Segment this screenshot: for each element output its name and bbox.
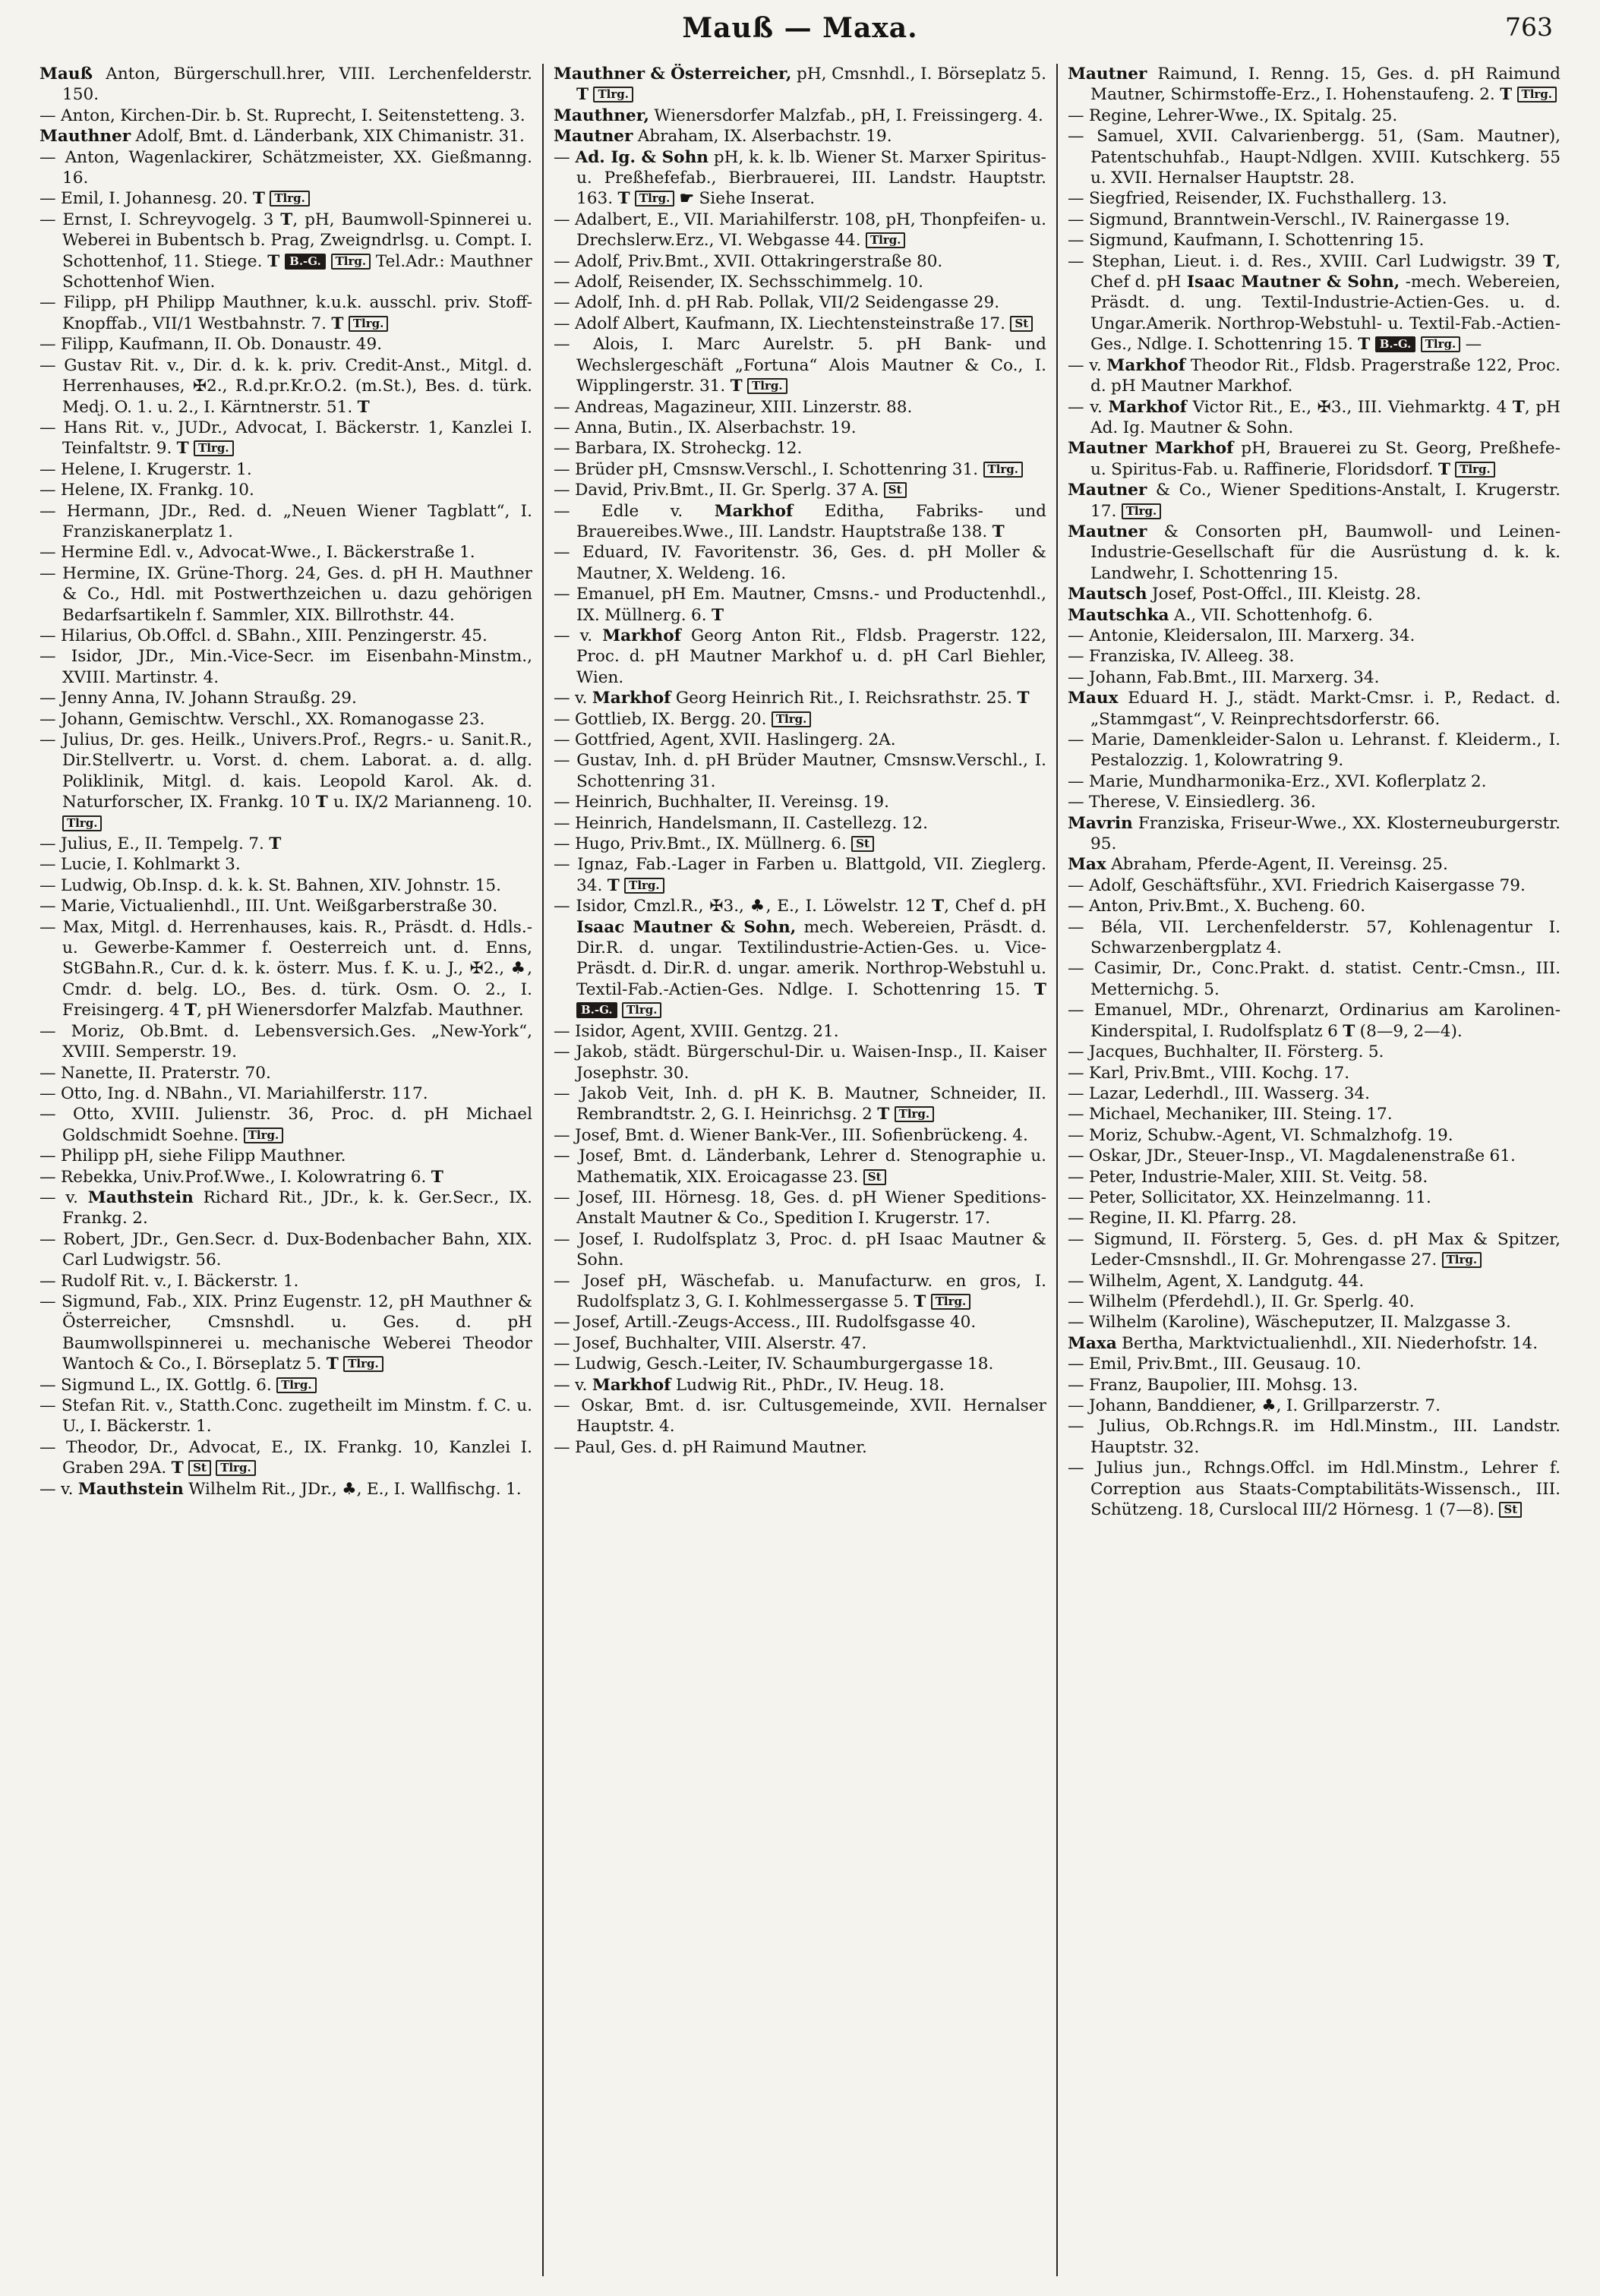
directory-entry: — Julius, Dr. ges. Heilk., Univers.Prof., Regrs.- u. Sanit.R., Dir.Stellvertr. u. Vorst. d. chem. Laborat. a. d. allg. Poliklinik, Mitgl. d. kais. Leopold Karol. Ak. d. Naturforscher, IX. Frankg. 10 T u. IX/2 Marianneng. 10. Tlrg. (39, 730, 532, 830)
directory-entry: — Marie, Damenkleider-Salon u. Lehranst. f. Kleiderm., I. Pestalozzig. 1, Kolowratring 9. (1068, 730, 1561, 771)
directory-entry: — Helene, IX. Frankg. 10. (39, 481, 254, 500)
directory-entry: — Emanuel, MDr., Ohrenarzt, Ordinarius am Karolinen-Kinderspital, I. Rudolfsplatz 6 T (8—9, 2—4). (1068, 1001, 1561, 1041)
badge: Tlrg. (1442, 1252, 1482, 1268)
directory-entry: — Josef, III. Hörnesg. 18, Ges. d. pH Wiener Speditions-Anstalt Mautner & Co., Spedition I. Krugerstr. 17. (554, 1187, 1046, 1228)
directory-entry: — Casimir, Dr., Conc.Prakt. d. statist. Centr.-Cmsn., III. Metternichg. 5. (1068, 959, 1561, 999)
directory-entry: — Robert, JDr., Gen.Secr. d. Dux-Bodenbacher Bahn, XIX. Carl Ludwigstr. 56. (39, 1229, 532, 1270)
directory-entry: — Josef, Artill.-Zeugs-Access., III. Rudolfsgasse 40. (554, 1313, 977, 1332)
directory-entry: — v. Mauthstein Richard Rit., JDr., k. k. Ger.Secr., IX. Frankg. 2. (39, 1187, 532, 1228)
directory-entry: Mautner Markhof pH, Brauerei zu St. Georg, Preßhefe- u. Spiritus-Fab. u. Raffinerie, Floridsdorf. T Tlrg. (1068, 439, 1561, 479)
badge: Tlrg. (1122, 503, 1161, 519)
badge: Tlrg. (349, 316, 388, 332)
directory-entry: Mautner Abraham, IX. Alserbachstr. 19. (554, 127, 892, 147)
directory-entry: — Paul, Ges. d. pH Raimund Mautner. (554, 1437, 867, 1457)
badge: Tlrg. (622, 1002, 661, 1018)
directory-entry: — Ludwig, Ob.Insp. d. k. k. St. Bahnen, XIV. Johnstr. 15. (39, 875, 501, 895)
directory-entry: — Sigmund, Kaufmann, I. Schottenring 15. (1068, 231, 1425, 251)
directory-entry: — v. Mauthstein Wilhelm Rit., JDr., ♣, E., I. Wallfischg. 1. (39, 1479, 522, 1499)
badge: Tlrg. (216, 1460, 255, 1476)
directory-entry: — Johann, Gemischtw. Verschl., XX. Romanogasse 23. (39, 709, 485, 729)
directory-entry: — Moriz, Ob.Bmt. d. Lebensversich.Ges. „New-York“, XVIII. Semperstr. 19. (39, 1021, 532, 1062)
directory-entry: — Jakob, städt. Bürgerschul-Dir. u. Waisen-Insp., II. Kaiser Josephstr. 30. (554, 1042, 1046, 1083)
directory-entry: — Otto, XVIII. Julienstr. 36, Proc. d. pH Michael Goldschmidt Soehne. Tlrg. (39, 1105, 532, 1145)
badge: Tlrg. (635, 191, 674, 207)
directory-entry: — Oskar, Bmt. d. isr. Cultusgemeinde, XVII. Hernalser Hauptstr. 4. (554, 1396, 1046, 1437)
directory-entry: — Julius jun., Rchngs.Offcl. im Hdl.Minstm., Lehrer f. Correption aus Staats-Comptabilitäts-Wissensch., III. Schützeng. 18, Curslocal III/2 Hörnesg. 1 (7—8). St (1068, 1459, 1561, 1520)
directory-entry: — Isidor, Agent, XVIII. Gentzg. 21. (554, 1021, 839, 1041)
directory-entry: — Rudolf Rit. v., I. Bäckerstr. 1. (39, 1271, 299, 1291)
directory-entry: — Otto, Ing. d. NBahn., VI. Mariahilferstr. 117. (39, 1083, 428, 1103)
directory-entry: — Béla, VII. Lerchenfelderstr. 57, Kohlenagentur I. Schwarzenbergplatz 4. (1068, 917, 1561, 958)
directory-entry: Mavrin Franziska, Friseur-Wwe., XX. Klosterneuburgerstr. 95. (1068, 813, 1561, 854)
directory-entry: — Heinrich, Buchhalter, II. Vereinsg. 19. (554, 793, 890, 812)
badge: Tlrg. (593, 87, 633, 102)
directory-entry: — Karl, Priv.Bmt., VIII. Kochg. 17. (1068, 1063, 1350, 1083)
directory-entry: — Hugo, Priv.Bmt., IX. Müllnerg. 6. St (554, 834, 1046, 854)
badge: Tlrg. (866, 232, 905, 248)
directory-entry: — Anton, Priv.Bmt., X. Bucheng. 60. (1068, 897, 1366, 916)
directory-entry: — Emanuel, pH Em. Mautner, Cmsns.- und Productenhdl., IX. Müllnerg. 6. T (554, 585, 1046, 625)
inverse-badge: B.-G. (285, 254, 326, 270)
directory-entry: — Gottfried, Agent, XVII. Haslingerg. 2A. (554, 730, 896, 749)
directory-entry: — Therese, V. Einsiedlerg. 36. (1068, 793, 1316, 812)
directory-entry: — Franziska, IV. Alleeg. 38. (1068, 647, 1295, 667)
directory-entry: — Josef, Bmt. d. Länderbank, Lehrer d. Stenographie u. Mathematik, XIX. Eroicagasse 23. St (554, 1146, 1046, 1187)
badge: Tlrg. (772, 711, 811, 727)
directory-entry: — Sigmund, II. Försterg. 5, Ges. d. pH Max & Spitzer, Leder-Cmsnshdl., II. Gr. Mohrengasse 27. Tlrg. (1068, 1229, 1561, 1270)
directory-entry: Mautschka A., VII. Schottenhofg. 6. (1068, 605, 1373, 625)
directory-entry: — Michael, Mechaniker, III. Steing. 17. (1068, 1105, 1393, 1124)
directory-entry: — Wilhelm (Pferdehdl.), II. Gr. Sperlg. 40. (1068, 1292, 1415, 1311)
directory-entry: — Samuel, XVII. Calvarienbergg. 51, (Sam. Mautner), Patentschuhfab., Haupt-Ndlgen. XVIII. Kutschkerg. 55 u. XVII. Hernalser Hauptstr. 28. (1068, 127, 1561, 188)
badge: St (188, 1460, 211, 1476)
page-title: Mauß — Maxa. (682, 12, 918, 44)
directory-entry: — Emil, Priv.Bmt., III. Geusaug. 10. (1068, 1355, 1362, 1374)
directory-entry: — Franz, Baupolier, III. Mohsg. 13. (1068, 1375, 1359, 1395)
directory-entry: — Wilhelm, Agent, X. Landgutg. 44. (1068, 1271, 1365, 1291)
directory-entry: — v. Markhof Victor Rit., E., ✠3., III. Viehmarktg. 4 T, pH Ad. Ig. Mautner & Sohn. (1068, 397, 1561, 437)
directory-entry: Maux Eduard H. J., städt. Markt-Cmsr. i. P., Redact. d. „Stammgast“, V. Reinprechtsdorferstr. 66. (1068, 689, 1561, 729)
directory-entry: — Ernst, I. Schreyvogelg. 3 T, pH, Baumwoll-Spinnerei u. Weberei in Bubentsch b. Prag, Zweigndrlsg. u. Compt. I. Schottenhof, 11. Stiege. T B.-G. Tlrg. Tel.Adr.: Mauthner Schottenhof Wien. (39, 210, 532, 292)
directory-entry: — Anton, Kirchen-Dir. b. St. Ruprecht, I. Seitenstetteng. 3. (39, 106, 525, 125)
directory-entry: — v. Markhof Theodor Rit., Fldsb. Pragerstraße 122, Proc. d. pH Mautner Markhof. (1068, 355, 1561, 396)
directory-entry: — Josef, Buchhalter, VIII. Alserstr. 47. (554, 1333, 867, 1353)
directory-entry: — Josef pH, Wäschefab. u. Manufacturw. en gros, I. Rudolfsplatz 3, G. I. Kohlmessergasse 5. T Tlrg. (554, 1271, 1046, 1311)
directory-entry: — Adolf, Priv.Bmt., XVII. Ottakringerstraße 80. (554, 251, 943, 271)
directory-entry: — Sigmund L., IX. Gottlg. 6. Tlrg. (39, 1375, 532, 1396)
directory-entry: — Philipp pH, siehe Filipp Mauthner. (39, 1146, 346, 1166)
directory-entry: — Oskar, JDr., Steuer-Insp., VI. Magdalenenstraße 61. (1068, 1146, 1516, 1166)
badge: St (884, 482, 907, 498)
directory-entry: — Johann, Banddiener, ♣, I. Grillparzerstr. 7. (1068, 1396, 1441, 1415)
directory-entry: — Nanette, II. Praterstr. 70. (39, 1063, 271, 1083)
directory-entry: — Filipp, Kaufmann, II. Ob. Donaustr. 49. (39, 335, 383, 355)
directory-entry: — Hilarius, Ob.Offcl. d. SBahn., XIII. Penzingerstr. 45. (39, 626, 488, 645)
badge: Tlrg. (244, 1128, 283, 1143)
directory-entry: — Hermine, IX. Grüne-Thorg. 24, Ges. d. pH H. Mauthner & Co., Hdl. mit Postwerthzeichen u. dazu gehörigen Bedarfsartikeln f. Sammler, XIX. Billrothstr. 44. (39, 563, 532, 625)
directory-entry: — Hermann, JDr., Red. d. „Neuen Wiener Tagblatt“, I. Franziskanerplatz 1. (39, 501, 532, 541)
directory-entry: — Hans Rit. v., JUDr., Advocat, I. Bäckerstr. 1, Kanzlei I. Teinfaltstr. 9. T Tlrg. (39, 418, 532, 459)
directory-entry: Mautner Raimund, I. Renng. 15, Ges. d. pH Raimund Mautner, Schirmstoffe-Erz., I. Hohenstaufeng. 2. T Tlrg. (1068, 65, 1561, 105)
directory-entry: — Ludwig, Gesch.-Leiter, IV. Schaumburgergasse 18. (554, 1355, 994, 1374)
directory-column-1 (38, 64, 542, 2276)
badge: Tlrg. (983, 462, 1023, 478)
directory-entry: — Adolf Albert, Kaufmann, IX. Liechtensteinstraße 17. St (554, 314, 1046, 334)
directory-entry: — Ignaz, Fab.-Lager in Farben u. Blattgold, VII. Zieglerg. 34. T Tlrg. (554, 855, 1046, 895)
directory-entry: — David, Priv.Bmt., II. Gr. Sperlg. 37 A. St (554, 480, 1046, 500)
directory-entry: — Heinrich, Handelsmann, II. Castellezg. 12. (554, 813, 929, 833)
directory-entry: — Adolf, Reisender, IX. Sechsschimmelg. 10. (554, 273, 924, 292)
directory-entry: — Ad. Ig. & Sohn pH, k. k. lb. Wiener St. Marxer Spiritus- u. Preßhefefab., Bierbrauerei, III. Landstr. Hauptstr. 163. T Tlrg. ☛ Siehe Inserat. (554, 147, 1046, 209)
directory-entry: — Rebekka, Univ.Prof.Wwe., I. Kolowratring 6. T (39, 1167, 443, 1187)
badge: Tlrg. (194, 440, 233, 456)
inverse-badge: B.-G. (1375, 336, 1416, 352)
directory-entry: — Lucie, I. Kohlmarkt 3. (39, 855, 241, 875)
directory-entry: — Gustav, Inh. d. pH Brüder Mautner, Cmsnsw.Verschl., I. Schottenring 31. (554, 751, 1046, 791)
badge: Tlrg. (276, 1377, 316, 1393)
directory-entry: — Jenny Anna, IV. Johann Straußg. 29. (39, 689, 357, 708)
directory-entry: — Josef, Bmt. d. Wiener Bank-Ver., III. Sofienbrückeng. 4. (554, 1125, 1028, 1145)
badge: Tlrg. (343, 1356, 383, 1372)
directory-entry: Mauthner, Wienersdorfer Malzfab., pH, I. Freissingerg. 4. (554, 106, 1043, 125)
directory-columns (38, 64, 1562, 2276)
page-number: 763 (1505, 12, 1553, 42)
directory-entry: — v. Markhof Georg Anton Rit., Fldsb. Pragerstr. 122, Proc. d. pH Mautner Markhof u. d. pH Carl Biehler, Wien. (554, 626, 1046, 687)
badge: Tlrg. (270, 191, 309, 207)
directory-entry: — Lazar, Lederhdl., III. Wasserg. 34. (1068, 1083, 1371, 1103)
directory-entry: Mautner & Co., Wiener Speditions-Anstalt, I. Krugerstr. 17. Tlrg. (1068, 481, 1561, 521)
directory-entry: — Stephan, Lieut. i. d. Res., XVIII. Carl Ludwigstr. 39 T, Chef d. pH Isaac Mautner & Sohn, -mech. Webereien, Präsdt. d. ung. Textil-Industrie-Actien-Ges. u. d. Ungar.Amerik. Northrop-Webstuhl- u. Textil-Fab.-Actien-Ges., Ndlge. I. Schottenring 15. T B.-G. Tlrg. — (1068, 251, 1561, 355)
badge: Tlrg. (931, 1294, 970, 1310)
badge: St (863, 1169, 886, 1185)
directory-entry: — Edle v. Markhof Editha, Fabriks- und Brauereibes.Wwe., III. Landstr. Hauptstraße 138. T (554, 501, 1046, 541)
badge: St (1010, 316, 1033, 332)
directory-entry: — Alois, I. Marc Aurelstr. 5. pH Bank- und Wechslergeschäft „Fortuna“ Alois Mautner & Co., I. Wipplingerstr. 31. T Tlrg. (554, 335, 1046, 396)
directory-entry: — Gustav Rit. v., Dir. d. k. k. priv. Credit-Anst., Mitgl. d. Herrenhauses, ✠2., R.d.pr.Kr.O.2. (m.St.), Bes. d. türk. Medj. O. 1. u. 2., I. Kärntnerstr. 51. T (39, 355, 532, 417)
directory-entry: — Andreas, Magazineur, XIII. Linzerstr. 88. (554, 397, 913, 417)
directory-entry: — Barbara, IX. Stroheckg. 12. (554, 439, 803, 459)
directory-entry: — Regine, Lehrer-Wwe., IX. Spitalg. 25. (1068, 106, 1398, 125)
directory-entry: Mautner & Consorten pH, Baumwoll- und Leinen-Industrie-Gesellschaft für die Ausrüstung d. k. k. Landwehr, I. Schottenring 15. (1068, 522, 1561, 583)
directory-entry: — Eduard, IV. Favoritenstr. 36, Ges. d. pH Moller & Mautner, X. Weldeng. 16. (554, 543, 1046, 583)
badge: Tlrg. (62, 815, 102, 831)
directory-entry: — Moriz, Schubw.-Agent, VI. Schmalzhofg. 19. (1068, 1125, 1453, 1145)
directory-entry: — Gottlieb, IX. Bergg. 20. Tlrg. (554, 709, 1046, 730)
directory-entry: Maxa Bertha, Marktvictualienhdl., XII. Niederhofstr. 14. (1068, 1333, 1538, 1353)
badge: Tlrg. (1517, 87, 1557, 102)
badge: Tlrg. (1421, 336, 1460, 352)
directory-entry: — Jakob Veit, Inh. d. pH K. B. Mautner, Schneider, II. Rembrandtstr. 2, G. I. Heinrichsg. 2 T Tlrg. (554, 1083, 1046, 1124)
directory-entry: — Adolf, Inh. d. pH Rab. Pollak, VII/2 Seidengasse 29. (554, 293, 1000, 313)
directory-entry: — Peter, Industrie-Maler, XIII. St. Veitg. 58. (1068, 1167, 1428, 1187)
badge: Tlrg. (331, 254, 371, 270)
directory-entry: — Regine, II. Kl. Pfarrg. 28. (1068, 1209, 1297, 1228)
directory-entry: — Siegfried, Reisender, IX. Fuchsthallerg. 13. (1068, 189, 1447, 209)
directory-entry: — Stefan Rit. v., Statth.Conc. zugetheilt im Minstm. f. C. u. U., I. Bäckerstr. 1. (39, 1396, 532, 1437)
directory-entry: — Isidor, JDr., Min.-Vice-Secr. im Eisenbahn-Minstm., XVIII. Martinstr. 4. (39, 647, 532, 687)
directory-entry: — Brüder pH, Cmsnsw.Verschl., I. Schottenring 31. Tlrg. (554, 459, 1046, 480)
directory-entry: — Emil, I. Johannesg. 20. T Tlrg. (39, 188, 532, 209)
directory-entry: — Isidor, Cmzl.R., ✠3., ♣, E., I. Löwelstr. 12 T, Chef d. pH Isaac Mautner & Sohn, mech. Webereien, Präsdt. d. Dir.R. d. ungar. Textilindustrie-Actien-Ges. u. Vice-Präsdt. d. Dir.R. d. ungar. amerik. Northrop-Webstuhl u. Textil-Fab.-Actien-Ges. Ndlge. I. Schottenring 15. T B.-G. Tlrg. (554, 897, 1046, 1017)
directory-entry: — v. Markhof Georg Heinrich Rit., I. Reichsrathstr. 25. T (554, 689, 1030, 708)
badge: Tlrg. (895, 1106, 934, 1122)
badge: Tlrg. (624, 878, 664, 894)
directory-entry: — Marie, Mundharmonika-Erz., XVI. Koflerplatz 2. (1068, 771, 1487, 791)
directory-entry: — v. Markhof Ludwig Rit., PhDr., IV. Heug. 18. (554, 1375, 945, 1395)
directory-entry: Mauthner Adolf, Bmt. d. Länderbank, XIX Chimanistr. 31. (39, 127, 525, 147)
directory-entry: — Max, Mitgl. d. Herrenhauses, kais. R., Präsdt. d. Hdls.- u. Gewerbe-Kammer f. Oesterreich unt. d. Enns, StGBahn.R., Cur. d. k. k. österr. Mus. f. K. u. J., ✠2., ♣, Cmdr. d. belg. LO., Bes. d. türk. Osm. O. 2., I. Freisingerg. 4 T, pH Wienersdorfer Malzfab. Mauthner. (39, 917, 532, 1020)
directory-entry: — Anna, Butin., IX. Alserbachstr. 19. (554, 418, 857, 437)
directory-entry: — Helene, I. Krugerstr. 1. (39, 459, 252, 479)
directory-entry: — Sigmund, Branntwein-Verschl., IV. Rainergasse 19. (1068, 210, 1510, 229)
directory-entry: — Antonie, Kleidersalon, III. Marxerg. 34. (1068, 626, 1415, 645)
badge: St (851, 836, 874, 852)
directory-entry: — Marie, Victualienhdl., III. Unt. Weißgarberstraße 30. (39, 897, 498, 916)
directory-entry: — Julius, E., II. Tempelg. 7. T (39, 834, 282, 854)
badge: Tlrg. (747, 378, 787, 394)
directory-entry: Max Abraham, Pferde-Agent, II. Vereinsg. 25. (1068, 855, 1448, 875)
directory-entry: Mauthner & Österreicher, pH, Cmsnhdl., I. Börseplatz 5. T Tlrg. (554, 65, 1046, 105)
directory-entry: — Adolf, Geschäftsführ., XVI. Friedrich Kaisergasse 79. (1068, 875, 1526, 895)
directory-column-2 (542, 64, 1056, 2276)
page-header (38, 12, 1562, 56)
directory-entry: Mauß Anton, Bürgerschull.hrer, VIII. Lerchenfelderstr. 150. (39, 65, 532, 105)
directory-entry: — Filipp, pH Philipp Mauthner, k.u.k. ausschl. priv. Stoff-Knopffab., VII/1 Westbahnstr. 7. T Tlrg. (39, 293, 532, 333)
directory-entry: — Hermine Edl. v., Advocat-Wwe., I. Bäckerstraße 1. (39, 543, 475, 563)
directory-entry: — Julius, Ob.Rchngs.R. im Hdl.Minstm., III. Landstr. Hauptstr. 32. (1068, 1417, 1561, 1457)
directory-entry: — Jacques, Buchhalter, II. Försterg. 5. (1068, 1042, 1384, 1062)
directory-entry: — Adalbert, E., VII. Mariahilferstr. 108, pH, Thonpfeifen- u. Drechslerw.Erz., VI. Webgasse 44. Tlrg. (554, 210, 1046, 251)
directory-entry: — Josef, I. Rudolfsplatz 3, Proc. d. pH Isaac Mautner & Sohn. (554, 1229, 1046, 1270)
directory-entry: — Sigmund, Fab., XIX. Prinz Eugenstr. 12, pH Mauthner & Österreicher, Cmsnshdl. u. Ges. d. pH Baumwollspinnerei u. mechanische Weberei Theodor Wantoch & Co., I. Börseplatz 5. T Tlrg. (39, 1292, 532, 1374)
directory-column-3 (1056, 64, 1562, 2276)
directory-entry: — Theodor, Dr., Advocat, E., IX. Frankg. 10, Kanzlei I. Graben 29A. T St Tlrg. (39, 1437, 532, 1478)
directory-entry: Mautsch Josef, Post-Offcl., III. Kleistg. 28. (1068, 585, 1422, 604)
badge: St (1499, 1502, 1522, 1518)
directory-entry: — Johann, Fab.Bmt., III. Marxerg. 34. (1068, 667, 1380, 687)
directory-entry: — Peter, Sollicitator, XX. Heinzelmanng. 11. (1068, 1187, 1431, 1207)
inverse-badge: B.-G. (576, 1002, 617, 1018)
directory-entry: — Wilhelm (Karoline), Wäscheputzer, II. Malzgasse 3. (1068, 1313, 1511, 1332)
badge: Tlrg. (1455, 462, 1494, 478)
directory-entry: — Anton, Wagenlackirer, Schätzmeister, XX. Gießmanng. 16. (39, 147, 532, 188)
